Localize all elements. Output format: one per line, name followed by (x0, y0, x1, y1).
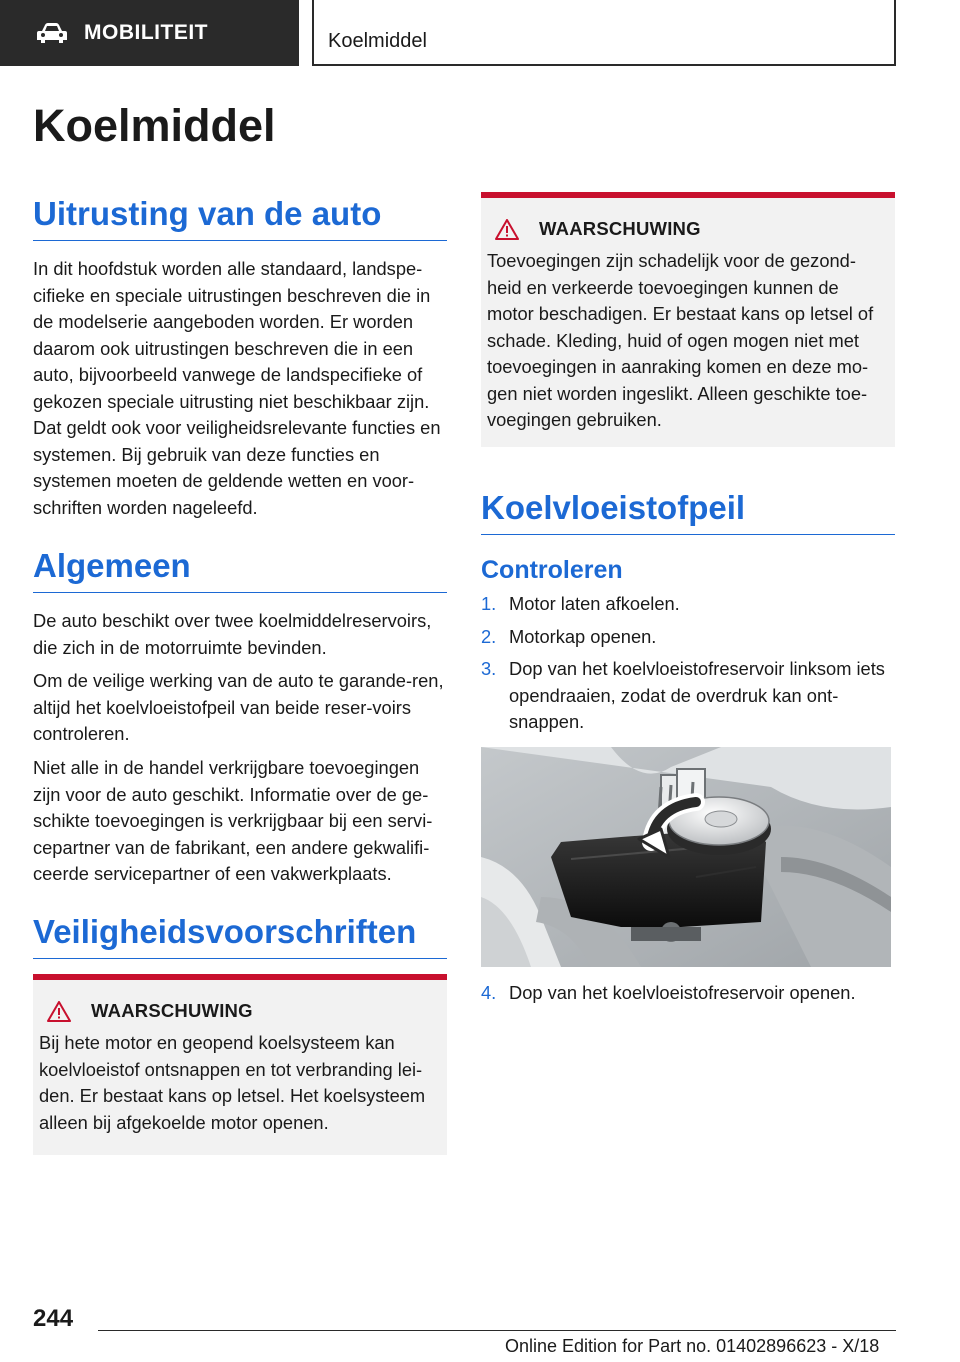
section-label: MOBILITEIT (84, 21, 208, 44)
warning-text: Bij hete motor en geopend koelsysteem kan koelvloeistof ontsnappen en tot verbranding lei-den. Er bestaat kans op letsel. Het koelsysteem alleen bij afgekoelde motor openen. (39, 1032, 426, 1133)
list-item: 3. Dop van het koelvloeistofreservoir linksom iets opendraaien, zodat de overdruk kan ont-snappen. (481, 658, 885, 732)
section-tab[interactable] (0, 0, 299, 66)
warning-triangle-icon (495, 219, 519, 240)
page-title: Koelmiddel (33, 100, 276, 151)
chapter-tab[interactable] (312, 0, 896, 66)
footer-divider (98, 1330, 896, 1331)
warning-triangle-icon (47, 1001, 71, 1022)
steps-list-b (481, 980, 895, 1013)
list-item: 2. Motorkap openen. (481, 625, 657, 647)
heading-coolant-level: Koelvloeistofpeil (481, 490, 895, 535)
paragraph-general-3: Niet alle in de handel verkrijgbare toevoegingen zijn voor de auto geschikt. Informatie over de ge-schikte toevoegingen is verkrijgbaar bij een servi-cepartner van de fabrikant, een andere gekwalifi-ceerde servicepartner of een vakwerkplaats. (33, 757, 433, 884)
warning-text: Toevoegingen zijn schadelijk voor de gezond-heid en verkeerde toevoegingen kunnen de motor beschadigen. Er bestaat kans op letsel of schade. Kleding, huid of ogen mogen niet met toevoegingen in aanraking komen en deze mo-gen niet worden ingeslikt. Alleen geschikte toe-voegingen gebruiken. (487, 250, 874, 430)
chapter-label: Koelmiddel (328, 30, 427, 52)
heading-general: Algemeen (33, 548, 447, 593)
page-header (0, 0, 960, 66)
warning-label: WAARSCHUWING (539, 218, 701, 239)
warning-box-hot-engine (33, 974, 447, 1155)
page-number: 244 (33, 1305, 74, 1332)
warning-box-additives (481, 192, 895, 447)
list-item: 1. Motor laten afkoelen. (481, 593, 680, 614)
footer-edition: Online Edition for Part no. 01402896623 - X/18 (505, 1336, 880, 1356)
heading-check: Controleren (481, 556, 623, 584)
car-icon (36, 22, 68, 44)
warning-label: WAARSCHUWING (91, 1000, 253, 1021)
coolant-reservoir-illustration (481, 747, 891, 967)
heading-safety: Veiligheidsvoorschriften (33, 914, 447, 959)
steps-list-a (481, 591, 895, 742)
paragraph-general-1: De auto beschikt over twee koelmiddelreservoirs, die zich in de motorruimte bevinden. (33, 610, 432, 658)
paragraph-equipment: In dit hoofdstuk worden alle standaard, landspe-cifieke en speciale uitrustingen beschreven die in de modelserie aangeboden worden. Er worden daarom ook uitrustingen beschreven die in een auto, bijvoorbeeld vanwege de landspecifieke of gekozen speciale uitrusting niet beschikbaar zijn. Dat geldt ook voor veiligheidsrelevante functies en systemen. Bij gebruik van deze functies en systemen moeten de geldende wetten en voor-schriften worden nageleefd. (33, 258, 441, 518)
list-item: 4. Dop van het koelvloeistofreservoir openen. (481, 982, 856, 1003)
paragraph-general-2: Om de veilige werking van de auto te garande-ren, altijd het koelvloeistofpeil van beide reser-voirs controleren. (33, 670, 444, 744)
heading-equipment: Uitrusting van de auto (33, 196, 447, 241)
